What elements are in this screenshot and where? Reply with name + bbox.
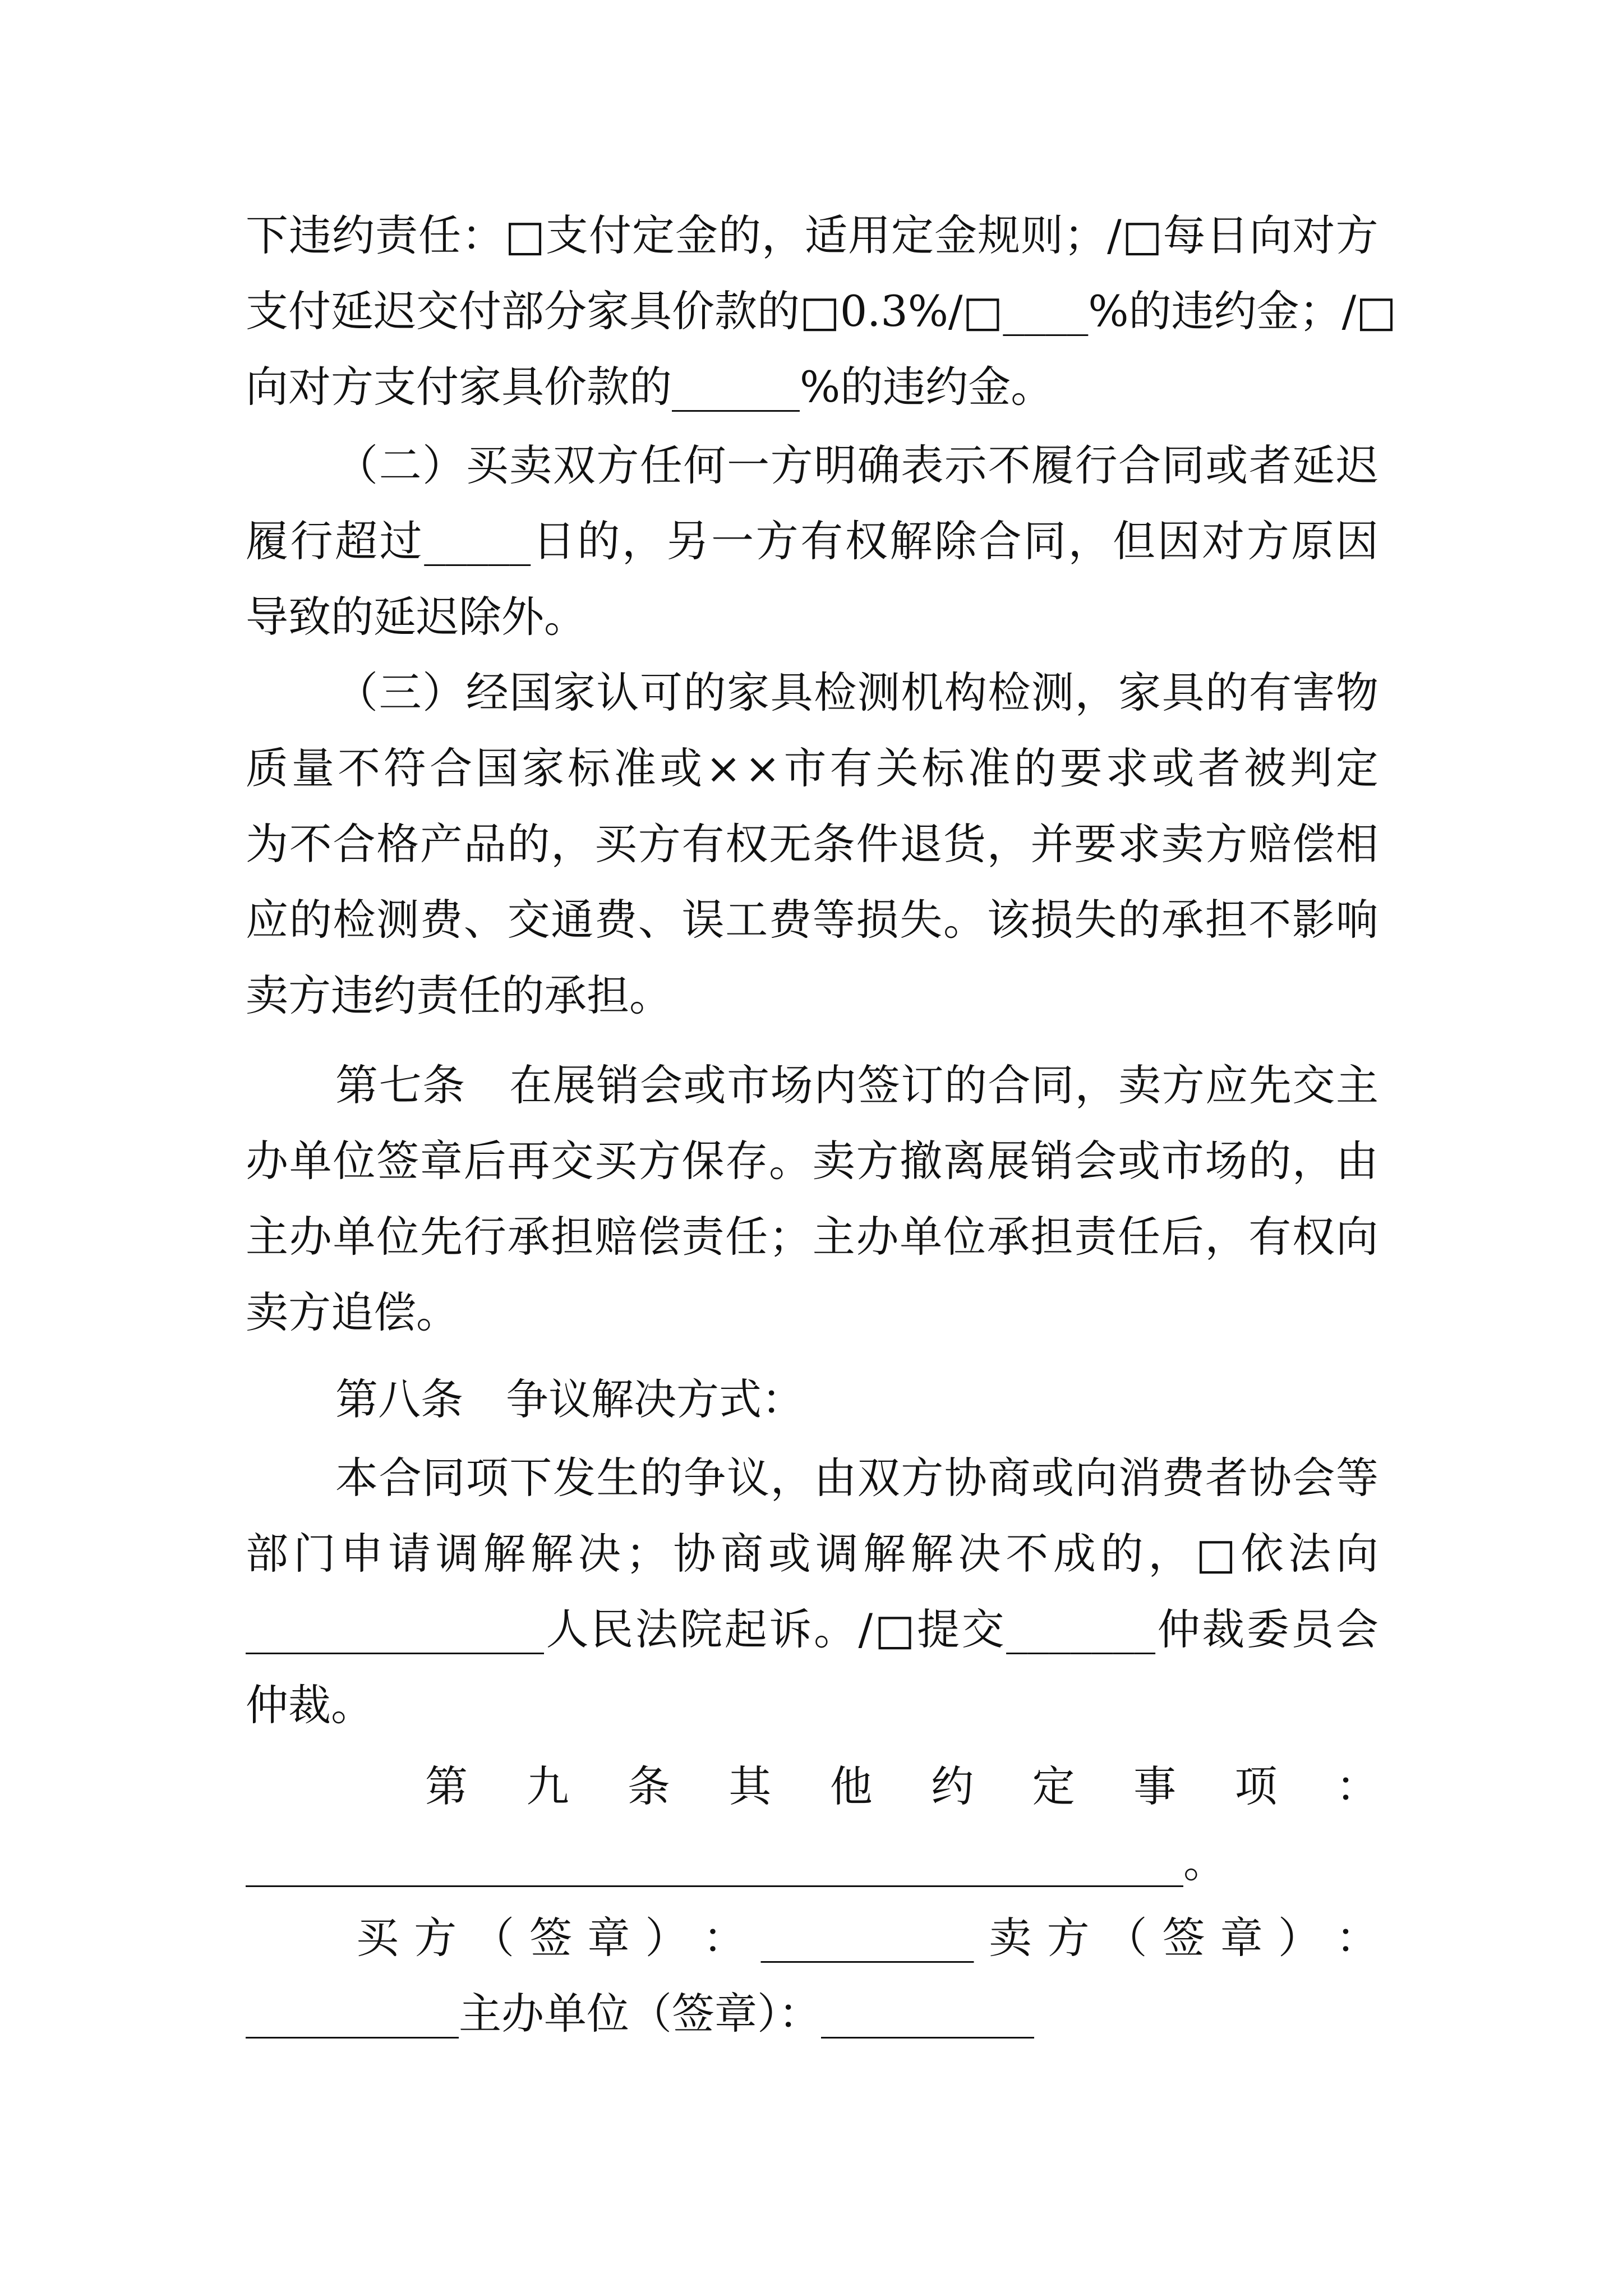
- text-line-9: 为 不 合 格 产 品 的 ， 买 方 有 权 无 条 件 退 货 ， 并 要 求 卖 方 赔 偿 相: [246, 819, 1378, 869]
- text-line-4: （ 二 ） 买 卖 双 方 任 何 一 方 明 确 表 示 不 履 行 合 同 或 者 延 迟: [335, 440, 1378, 490]
- text-line-14: 主 办 单 位 先 行 承 担 赔 偿 责 任 ； 主 办 单 位 承 担 责 任 后 ， 有 权 向: [246, 1212, 1378, 1262]
- text-line-2: 支 付 延 迟 交 付 部 分 家 具 价 款 的 □ 0 . 3 % / □ ____ % 的 违 约 金 ； / □: [246, 286, 1396, 336]
- text-line-19: ______________ 人 民 法 院 起 诉 。 / □ 提 交 _______ 仲 裁 委 员 会: [246, 1604, 1378, 1654]
- text-line-24: __________主办单位（签章）：__________: [246, 1989, 1034, 2039]
- text-line-10: 应 的 检 测 费 、 交 通 费 、 误 工 费 等 损 失 。 该 损 失 的 承 担 不 影 响: [246, 895, 1378, 945]
- text-line-18: 部 门 申 请 调 解 解 决 ； 协 商 或 调 解 解 决 不 成 的 ， □ 依 法 向: [246, 1529, 1378, 1579]
- text-line-11: 卖方违约责任的承担。: [246, 970, 672, 1020]
- text-line-12: 第 七 条 在 展 销 会 或 市 场 内 签 订 的 合 同 ， 卖 方 应 先 交 主: [335, 1060, 1378, 1110]
- text-line-8: 质 量 不 符 合 国 家 标 准 或 × × 市 有 关 标 准 的 要 求 或 者 被 判 定: [246, 743, 1378, 793]
- text-line-5: 履 行 超 过 _____ 日 的 ， 另 一 方 有 权 解 除 合 同 ， 但 因 对 方 原 因: [246, 516, 1378, 566]
- text-line-13: 办 单 位 签 章 后 再 交 买 方 保 存 。 卖 方 撤 离 展 销 会 或 市 场 的 ， 由: [246, 1136, 1378, 1186]
- text-line-15: 卖方追偿。: [246, 1287, 459, 1337]
- text-line-6: 导致的延迟除外。: [246, 592, 587, 642]
- text-line-3: 向对方支付家具价款的______%的违约金。: [246, 362, 1054, 412]
- text-line-20: 仲裁。: [246, 1680, 374, 1730]
- text-line-22: ____________________________________________。: [246, 1837, 1226, 1887]
- text-line-23: 买 方 （ 签 章 ） ： __________ 卖 方 （ 签 章 ） ：: [356, 1913, 1378, 1963]
- text-line-17: 本 合 同 项 下 发 生 的 争 议 ， 由 双 方 协 商 或 向 消 费 者 协 会 等: [335, 1453, 1378, 1503]
- text-line-7: （ 三 ） 经 国 家 认 可 的 家 具 检 测 机 构 检 测 ， 家 具 的 有 害 物: [335, 668, 1378, 717]
- text-line-16: 第八条 争议解决方式：: [335, 1374, 804, 1424]
- text-line-21: 第 九 条 其 他 约 定 事 项 ：: [425, 1761, 1378, 1811]
- text-line-1: 下 违 约 责 任 ： □ 支 付 定 金 的 ， 适 用 定 金 规 则 ； / □ 每 日 向 对 方: [246, 210, 1378, 260]
